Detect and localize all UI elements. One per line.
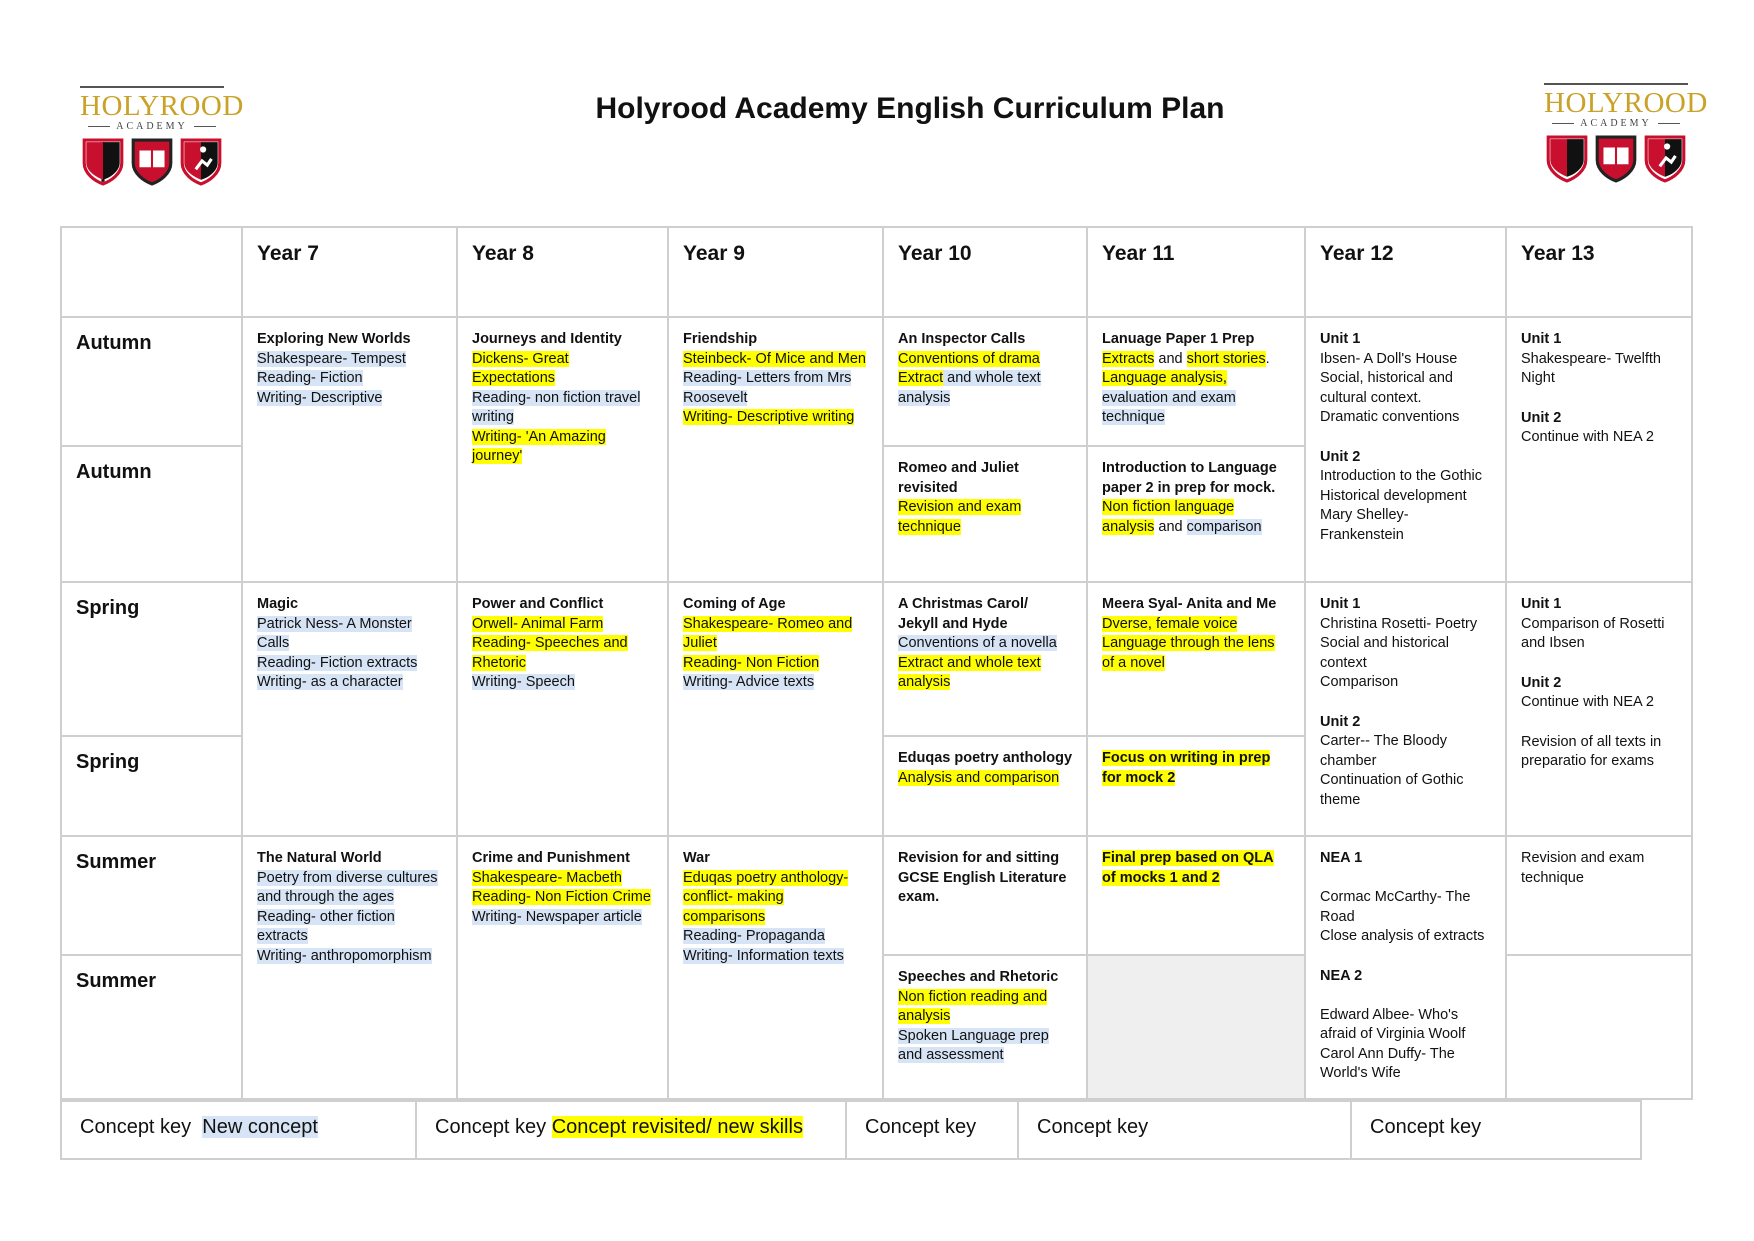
unit-text: Writing- Descriptive writing — [683, 409, 855, 425]
unit-title: Eduqas poetry anthology — [898, 750, 1073, 766]
unit-title: Meera Syal- Anita and Me — [1102, 596, 1277, 612]
unit-line: Social and historical context — [1320, 635, 1449, 671]
concept-key-revisited: Concept key Concept revisited/ new skills — [417, 1102, 847, 1158]
shield-sword-icon — [1546, 135, 1588, 183]
unit-cell — [668, 317, 883, 582]
shield-runner-icon — [1644, 135, 1686, 183]
unit-text: Writing- 'An Amazing journey' — [472, 428, 606, 464]
unit-line — [257, 369, 442, 389]
unit-title: Romeo and Juliet revisited — [898, 460, 1019, 496]
unit-line: Edward Albee- Who's afraid of Virginia Woolf — [1320, 1006, 1466, 1042]
unit-text: Writing- anthropomorphism — [257, 947, 432, 964]
revisited-swatch: Concept revisited/ new skills — [551, 1116, 803, 1138]
unit-text: Shakespeare- Tempest — [257, 350, 406, 367]
season-label: Spring — [61, 582, 242, 736]
unit-line — [898, 350, 1072, 370]
unit-title — [1102, 849, 1290, 888]
unit-title-text: Focus on writing in prep for mock 2 — [1102, 750, 1271, 786]
unit-line: Close analysis of extracts — [1320, 928, 1485, 944]
unit-text: Language through the lens of a novel — [1102, 635, 1275, 671]
season-label: Autumn — [61, 446, 242, 582]
unit-cell — [883, 736, 1087, 836]
unit-cell — [883, 955, 1087, 1099]
unit-line — [683, 369, 868, 408]
unit-title: Friendship — [683, 331, 758, 347]
unit-line: Revision of all texts in preparatio for exams — [1521, 733, 1662, 769]
unit-title: An Inspector Calls — [898, 331, 1026, 347]
unit-line — [472, 428, 653, 467]
unit-text: Dickens- Great Expectations — [472, 350, 569, 386]
unit-heading: Unit 1 — [1521, 331, 1562, 347]
unit-line: Historical development — [1320, 487, 1467, 504]
unit-text: Reading- Fiction extracts — [257, 654, 418, 671]
unit-line: Ibsen- A Doll's House — [1320, 350, 1458, 367]
unit-text: Shakespeare- Romeo and Juliet — [683, 615, 853, 651]
unit-line — [683, 947, 868, 967]
unit-title: Coming of Age — [683, 596, 786, 612]
unit-line — [1102, 498, 1290, 537]
unit-text: and whole text analysis — [898, 370, 1041, 406]
spacer — [1320, 947, 1491, 967]
unit-line — [257, 869, 442, 908]
unit-cell — [668, 582, 883, 836]
unit-cell — [1305, 836, 1506, 1099]
unit-cell — [1506, 836, 1692, 955]
unit-text: comparison — [1186, 518, 1262, 535]
unit-text: Reading- Speeches and Rhetoric — [472, 635, 628, 671]
year-header: Year 7 — [242, 227, 457, 317]
unit-cell — [457, 582, 668, 836]
unit-line — [898, 369, 1072, 408]
unit-title: Journeys and Identity — [472, 331, 622, 347]
school-logo-left: HOLYROOD ACADEMY — [80, 86, 224, 186]
spacer — [1320, 693, 1491, 713]
unit-title: Magic — [257, 596, 299, 612]
unit-text: evaluation and exam technique — [1102, 389, 1236, 425]
unit-cell — [1506, 317, 1692, 582]
season-label: Spring — [61, 736, 242, 836]
unit-cell — [668, 836, 883, 1099]
unit-text: Analysis and comparison — [898, 769, 1060, 786]
unit-title: Power and Conflict — [472, 596, 604, 612]
unit-cell — [883, 317, 1087, 446]
unit-line — [472, 888, 653, 908]
unit-heading: NEA 1 — [1320, 850, 1363, 866]
unit-title: Speeches and Rhetoric — [898, 969, 1059, 985]
spacer — [1521, 713, 1677, 733]
unit-text: Dverse, female voice — [1102, 615, 1238, 632]
unit-text: Shakespeare- Macbeth — [472, 869, 622, 886]
unit-title: Exploring New Worlds — [257, 331, 411, 347]
unit-line — [472, 350, 653, 389]
unit-line — [683, 927, 868, 947]
unit-text: Reading- non fiction travel writing — [472, 389, 641, 425]
unit-text: Writing- Advice texts — [683, 674, 815, 690]
unit-cell — [242, 582, 457, 836]
unit-line: Continue with NEA 2 — [1521, 694, 1654, 710]
unit-line — [1102, 615, 1290, 635]
unit-title: A Christmas Carol/ Jekyll and Hyde — [898, 596, 1028, 632]
unit-line — [1102, 369, 1290, 389]
unit-line — [683, 615, 868, 654]
unit-line — [472, 634, 653, 673]
unit-title: Revision for and sitting GCSE English Literature exam. — [898, 850, 1067, 905]
unit-text: Extracts — [1102, 350, 1155, 367]
unit-line: Christina Rosetti- Poetry — [1320, 615, 1478, 632]
unit-text: . — [1265, 350, 1270, 367]
unit-cell — [242, 317, 457, 582]
unit-cell — [1087, 736, 1305, 836]
unit-line: Continuation of Gothic theme — [1320, 772, 1464, 808]
unit-title: Lanuage Paper 1 Prep — [1102, 331, 1255, 347]
page-title: Holyrood Academy English Curriculum Plan — [595, 92, 1225, 125]
unit-text: Spoken Language prep and assessment — [898, 1027, 1049, 1063]
school-logo-right: HOLYROOD ACADEMY — [1544, 83, 1688, 183]
unit-line — [898, 769, 1072, 789]
season-label: Summer — [61, 836, 242, 955]
unit-cell — [457, 836, 668, 1099]
unit-line — [257, 389, 442, 409]
unit-line — [257, 947, 442, 967]
unit-line — [257, 673, 442, 693]
unit-text: Writing- Newspaper article — [472, 908, 642, 925]
unit-heading: Unit 2 — [1320, 713, 1361, 730]
unit-line — [1102, 634, 1290, 673]
unit-text: Reading- Non Fiction — [683, 654, 820, 671]
unit-text: Extract — [898, 370, 944, 386]
unit-cell — [883, 446, 1087, 582]
unit-text: Poetry from diverse cultures and through the ages — [257, 869, 438, 905]
concept-key-empty: Concept key — [847, 1102, 1019, 1158]
unit-text: Orwell- Animal Farm — [472, 615, 604, 632]
unit-heading: Unit 2 — [1521, 674, 1562, 691]
unit-cell — [242, 836, 457, 1099]
unit-text: Eduqas poetry anthology- conflict- making comparisons — [683, 869, 849, 925]
unit-text: Reading- Letters from Mrs Roosevelt — [683, 370, 852, 406]
unit-line — [898, 988, 1072, 1027]
unit-text: Non fiction language analysis — [1102, 499, 1235, 535]
unit-line — [1102, 350, 1290, 370]
shield-sword-icon — [82, 138, 124, 186]
unit-heading: Unit 2 — [1521, 409, 1562, 426]
empty-cell — [1087, 955, 1305, 1099]
unit-line — [257, 654, 442, 674]
unit-line — [683, 408, 868, 428]
unit-cell — [1087, 582, 1305, 736]
unit-heading: NEA 2 — [1320, 967, 1363, 984]
unit-line — [898, 654, 1072, 693]
unit-heading: Unit 1 — [1320, 596, 1361, 612]
unit-text: Writing- as a character — [257, 674, 403, 690]
unit-text: Reading- other fiction extracts — [257, 908, 395, 944]
unit-line — [472, 615, 653, 635]
unit-line — [683, 350, 868, 370]
unit-line: Mary Shelley- Frankenstein — [1320, 507, 1409, 543]
unit-title — [1102, 749, 1290, 788]
unit-line — [472, 908, 653, 928]
unit-line — [1320, 986, 1491, 1006]
shield-runner-icon — [180, 138, 222, 186]
unit-title-text: Final prep based on QLA of mocks 1 and 2 — [1102, 850, 1274, 886]
unit-cell — [1087, 836, 1305, 955]
unit-line: Carter-- The Bloody chamber — [1320, 733, 1448, 769]
unit-line: Revision and exam technique — [1521, 850, 1645, 886]
unit-text: Conventions of a novella — [898, 635, 1057, 651]
unit-title: The Natural World — [257, 850, 382, 866]
unit-line — [1102, 389, 1290, 428]
season-label: Autumn — [61, 317, 242, 446]
unit-text: Extract and whole text analysis — [898, 654, 1041, 690]
concept-key-empty: Concept key — [1019, 1102, 1352, 1158]
year-header: Year 11 — [1087, 227, 1305, 317]
unit-line: Shakespeare- Twelfth Night — [1521, 350, 1661, 386]
unit-text: Writing- Descriptive — [257, 389, 383, 406]
unit-line — [472, 389, 653, 428]
unit-line: Carol Ann Duffy- The World's Wife — [1320, 1045, 1455, 1081]
curriculum-table — [60, 226, 1693, 1100]
year-header: Year 13 — [1506, 227, 1692, 317]
unit-line: Comparison of Rosetti and Ibsen — [1521, 615, 1665, 651]
unit-line — [683, 654, 868, 674]
unit-line — [898, 498, 1072, 537]
unit-heading: Unit 1 — [1320, 331, 1361, 347]
year-header: Year 12 — [1305, 227, 1506, 317]
unit-text: Writing- Information texts — [683, 947, 844, 964]
concept-key-bar — [60, 1100, 1642, 1160]
unit-line: Cormac McCarthy- The Road — [1320, 889, 1471, 925]
concept-key-empty: Concept key — [1370, 1116, 1482, 1138]
spacer — [1521, 389, 1677, 409]
unit-heading: Unit 1 — [1521, 596, 1562, 612]
unit-cell — [883, 836, 1087, 955]
unit-line: Social, historical and cultural context. — [1320, 370, 1453, 406]
unit-line: Comparison — [1320, 674, 1399, 690]
unit-text: Revision and exam technique — [898, 499, 1022, 535]
unit-line — [683, 673, 868, 693]
unit-line — [257, 615, 442, 654]
shield-book-icon — [131, 138, 173, 186]
concept-key-new: Concept key New concept — [62, 1102, 417, 1158]
unit-cell — [1087, 446, 1305, 582]
unit-line — [257, 350, 442, 370]
unit-line — [472, 869, 653, 889]
unit-text: Non fiction reading and analysis — [898, 988, 1048, 1024]
season-label: Summer — [61, 955, 242, 1099]
year-header: Year 9 — [668, 227, 883, 317]
unit-line — [683, 869, 868, 928]
unit-line — [898, 634, 1072, 654]
year-header: Year 10 — [883, 227, 1087, 317]
unit-text: Patrick Ness- A Monster Calls — [257, 615, 412, 651]
unit-cell — [1305, 582, 1506, 836]
unit-text: short stories — [1186, 350, 1266, 367]
unit-title: Crime and Punishment — [472, 850, 630, 866]
unit-title: Introduction to Language paper 2 in prep for mock. — [1102, 460, 1277, 496]
unit-cell — [1087, 317, 1305, 446]
unit-line: Introduction to the Gothic — [1320, 468, 1483, 484]
unit-cell — [457, 317, 668, 582]
unit-text: Writing- Speech — [472, 674, 575, 690]
unit-line — [472, 673, 653, 693]
spacer — [1521, 654, 1677, 674]
unit-text: Reading- Propaganda — [683, 928, 825, 944]
unit-line — [1320, 869, 1491, 889]
unit-heading: Unit 2 — [1320, 448, 1361, 465]
year-header: Year 8 — [457, 227, 668, 317]
unit-line — [257, 908, 442, 947]
unit-cell — [883, 582, 1087, 736]
unit-text: and — [1154, 350, 1187, 367]
unit-cell — [1506, 582, 1692, 836]
unit-text: Language analysis, — [1102, 370, 1227, 386]
unit-line: Dramatic conventions — [1320, 409, 1460, 425]
unit-title: War — [683, 850, 710, 866]
unit-line: Continue with NEA 2 — [1521, 429, 1654, 445]
unit-text: Reading- Fiction — [257, 370, 363, 386]
corner-cell — [61, 227, 242, 317]
unit-line — [898, 1027, 1072, 1066]
unit-cell — [1305, 317, 1506, 582]
shield-book-icon — [1595, 135, 1637, 183]
unit-text: Steinbeck- Of Mice and Men — [683, 350, 866, 367]
new-concept-swatch: New concept — [202, 1116, 318, 1138]
unit-text: and — [1154, 518, 1187, 535]
unit-text: Reading- Non Fiction Crime — [472, 889, 651, 905]
unit-text: Conventions of drama — [898, 350, 1040, 367]
spacer — [1320, 428, 1491, 448]
empty-cell — [1506, 955, 1692, 1099]
